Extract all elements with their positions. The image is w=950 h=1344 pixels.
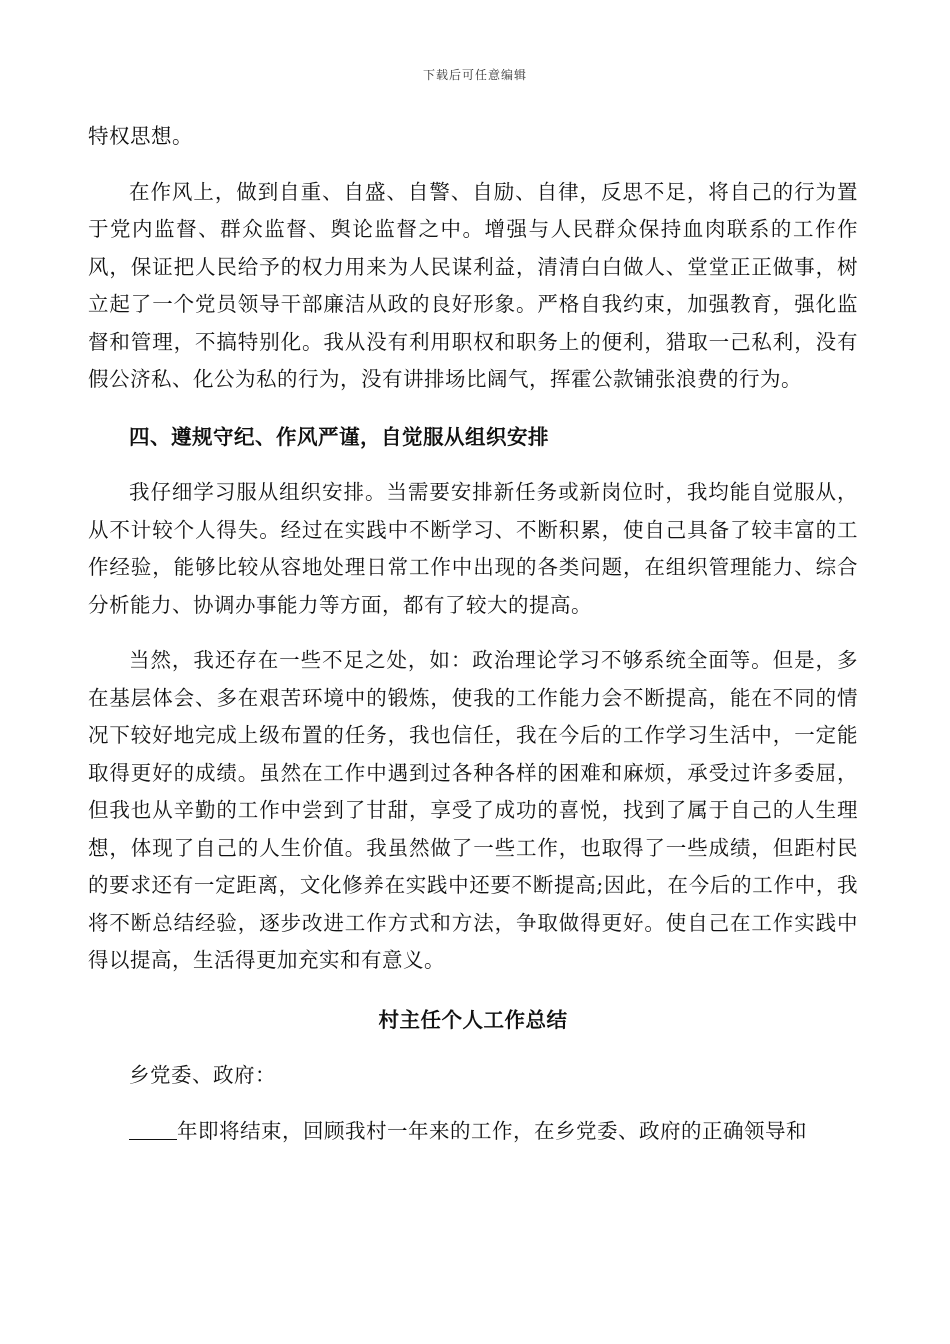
year-blank-line xyxy=(129,1119,177,1140)
document-body xyxy=(88,118,858,1150)
paragraph-organization: 我仔细学习服从组织安排。当需要安排新任务或新岗位时，我均能自觉服从，从不计较个人得失。经过在实践中不断学习、不断积累，使自己具备了较丰富的工作经验，能够比较从容地处理日常工作中出现的各类问题，在组织管理能力、综合分析能力、协调办事能力等方面，都有了较大的提高。 xyxy=(88,480,858,617)
page-header: 下载后可任意编辑 xyxy=(422,68,527,82)
paragraph-opening xyxy=(88,1113,858,1151)
paragraph-shortcomings: 当然，我还存在一些不足之处，如：政治理论学习不够系统全面等。但是，多在基层体会、多在艰苦环境中的锻炼，使我的工作能力会不断提高，能在不同的情况下较好地完成上级布置的任务，我也信任，我在今后的工作学习生活中，一定能取得更好的成绩。虽然在工作中遇到过各种各样的困难和麻烦，承受过许多委屈，但我也从辛勤的工作中尝到了甘甜，享受了成功的喜悦，找到了属于自己的人生理想，体现了自己的人生价值。我虽然做了一些工作，也取得了一些成绩，但距村民的要求还有一定距离，文化修养在实践中还要不断提高;因此，在今后的工作中，我将不断总结经验，逐步改进工作方式和方法，争取做得更好。使自己在工作实践中得以提高，生活得更加充实和有意义。 xyxy=(88,648,858,972)
opening-text: 年即将结束，回顾我村一年来的工作，在乡党委、政府的正确领导和 xyxy=(177,1118,807,1143)
paragraph-work-style: 在作风上，做到自重、自盛、自警、自励、自律，反思不足，将自己的行为置于党内监督、群众监督、舆论监督之中。增强与人民群众保持血肉联系的工作作风，保证把人民给予的权力用来为人民谋利益，清清白白做人、堂堂正正做事，树立起了一个党员领导干部廉洁从政的良好形象。严格自我约束，加强教育，强化监督和管理，不搞特别化。我从没有利用职权和职务上的便利，猎取一己私利，没有假公济私、化公为私的行为，没有讲排场比阔气，挥霍公款铺张浪费的行为。 xyxy=(88,179,858,391)
salutation: 乡党委、政府： xyxy=(129,1063,276,1087)
document-title: 村主任个人工作总结 xyxy=(378,1007,568,1032)
section-heading-four: 四、遵规守纪、作风严谨，自觉服从组织安排 xyxy=(129,424,549,449)
paragraph-continuation: 特权思想。 xyxy=(88,124,193,148)
